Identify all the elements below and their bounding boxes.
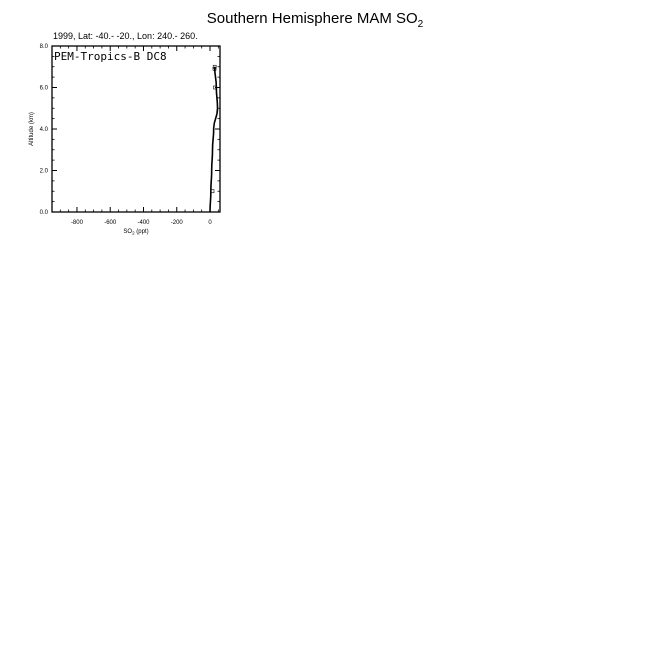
y-axis-ticks <box>40 44 220 216</box>
x-axis-label: $SO_2$ (ppt) <box>123 229 149 236</box>
plot-frame <box>52 46 220 212</box>
y-tick-label: 6.0 <box>39 85 48 92</box>
y-tick-label: 4.0 <box>39 127 48 133</box>
x-tick-label: -400 <box>137 220 150 226</box>
x-tick-label: -800 <box>70 220 83 226</box>
x-tick-label: 0 <box>208 220 212 226</box>
y-tick-label: 8.0 <box>39 44 48 50</box>
y-tick-label: 0.0 <box>39 210 48 216</box>
series-layer <box>210 65 217 212</box>
x-tick-label: -200 <box>170 220 183 226</box>
plot-area <box>40 44 220 226</box>
y-tick-label: 2.0 <box>39 168 48 175</box>
plot-annotation: PEM-Tropics-B DC8 <box>54 50 167 63</box>
x-tick-label: -600 <box>104 220 117 226</box>
figure-title: Southern Hemisphere MAM $SO_2$ <box>206 10 424 30</box>
y-axis-label: Altitude (km) <box>29 112 35 146</box>
x-axis-ticks <box>52 46 218 226</box>
plot-subtitle: 1999, Lat: -40.- -20., Lon: 240.- 260. <box>53 31 198 41</box>
